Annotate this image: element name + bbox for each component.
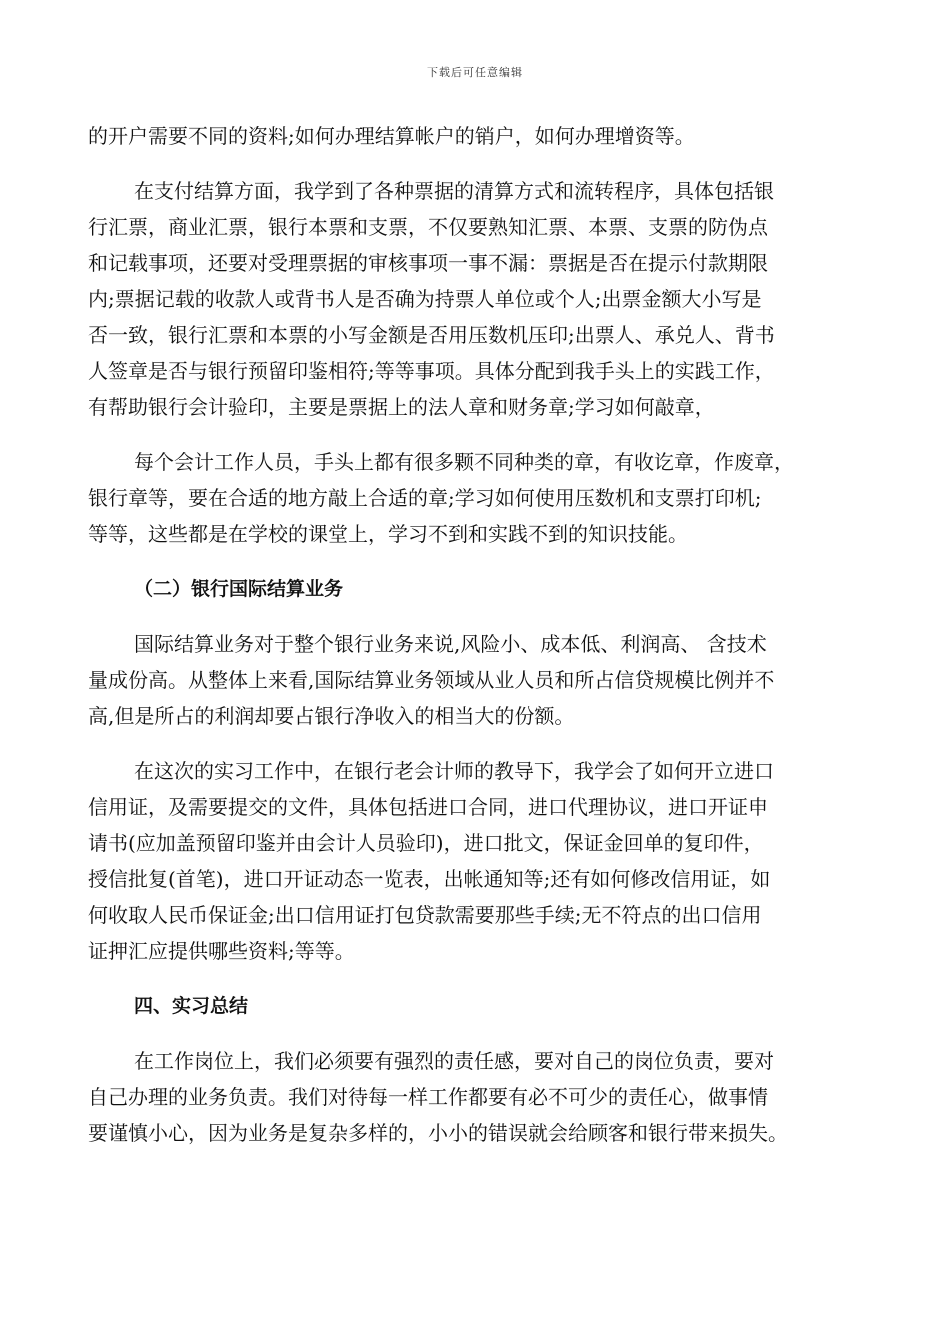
document-body	[88, 118, 858, 1151]
text-line: 请书(应加盖预留印鉴并由会计人员验印)，进口批文，保证金回单的复印件，	[88, 831, 764, 855]
text-line: 每个会计工作人员，手头上都有很多颗不同种类的章，有收讫章，作废章，	[134, 450, 794, 474]
text-line: 要谨慎小心，因为业务是复杂多样的，小小的错误就会给顾客和银行带来损失。	[88, 1121, 788, 1145]
paragraph-letter-of-credit	[88, 753, 858, 969]
text-line: 行汇票，商业汇票，银行本票和支票，不仅要熟知汇票、本票、支票的防伪点	[88, 215, 768, 239]
text-line: 的开户需要不同的资料;如何办理结算帐户的销户，如何办理增资等。	[88, 124, 695, 148]
text-line: 证押汇应提供哪些资料;等等。	[88, 939, 355, 963]
text-line: 内;票据记载的收款人或背书人是否确为持票人单位或个人;出票金额大小写是	[88, 287, 762, 311]
text-line: 信用证，及需要提交的文件，具体包括进口合同，进口代理协议，进口开证申	[88, 795, 768, 819]
paragraph-gap	[88, 552, 858, 571]
paragraph-gap	[88, 969, 858, 988]
paragraph-stamps	[88, 444, 858, 552]
text-line: 有帮助银行会计验印，主要是票据上的法人章和财务章;学习如何敲章，	[88, 395, 715, 419]
paragraph-account-closing	[88, 118, 858, 154]
text-line: 高,但是所占的利润却要占银行净收入的相当大的份额。	[88, 704, 575, 728]
text-line: 量成份高。从整体上来看,国际结算业务领域从业人员和所占信贷规模比例并不	[88, 668, 775, 692]
text-line: 银行章等，要在合适的地方敲上合适的章;学习如何使用压数机和支票打印机;	[88, 486, 762, 510]
page-header: 下载后可任意编辑	[427, 66, 523, 79]
text-line: 自己办理的业务负责。我们对待每一样工作都要有必不可少的责任心，做事情	[88, 1085, 768, 1109]
text-line: 等等，这些都是在学校的课堂上，学习不到和实践不到的知识技能。	[88, 522, 688, 546]
text-line: 和记载事项，还要对受理票据的审核事项一事不漏：票据是否在提示付款期限	[88, 251, 768, 275]
text-line: 在工作岗位上，我们必须要有强烈的责任感，要对自己的岗位负责，要对	[134, 1049, 774, 1073]
text-line: 人签章是否与银行预留印鉴相符;等等事项。具体分配到我手头上的实践工作，	[88, 359, 775, 383]
paragraph-gap	[88, 734, 858, 753]
text-line: 授信批复(首笔)，进口开证动态一览表，出帐通知等;还有如何修改信用证，如	[88, 867, 771, 891]
text-line: 国际结算业务对于整个银行业务来说,风险小、成本低、利润高、 含技术	[134, 632, 767, 656]
text-line: 何收取人民币保证金;出口信用证打包贷款需要那些手续;无不符点的出口信用	[88, 903, 762, 927]
paragraph-gap	[88, 1024, 858, 1043]
section-heading-internship-summary: 四、实习总结	[134, 995, 249, 1017]
paragraph-responsibility	[88, 1043, 858, 1151]
paragraph-gap	[88, 425, 858, 444]
paragraph-gap	[88, 154, 858, 173]
text-line: 否一致，银行汇票和本票的小写金额是否用压数机压印;出票人、承兑人、背书	[88, 323, 775, 347]
paragraph-payment-settlement	[88, 173, 858, 425]
text-line: 在支付结算方面，我学到了各种票据的清算方式和流转程序，具体包括银	[134, 179, 774, 203]
paragraph-international-overview	[88, 626, 858, 734]
text-line: 在这次的实习工作中，在银行老会计师的教导下，我学会了如何开立进口	[134, 759, 774, 783]
section-heading-international-settlement: （二）银行国际结算业务	[134, 578, 344, 600]
paragraph-gap	[88, 607, 858, 626]
